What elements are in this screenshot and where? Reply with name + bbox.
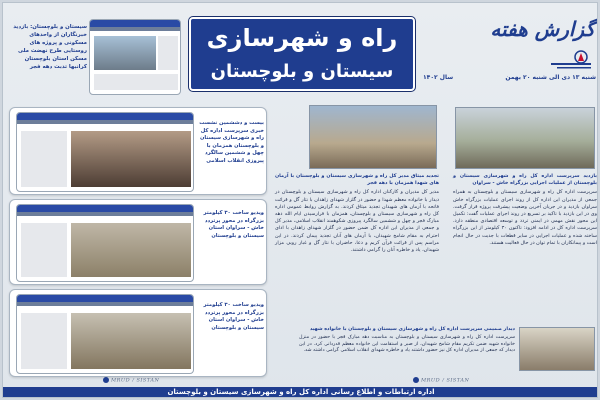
- video-caption-2: ویدیو ساخت ۳۰ کیلومتر بزرگراه در محور پرتردد خاش - سراوان استان سیستان و بلوچستان: [203, 210, 264, 239]
- video-thumbnail-2[interactable]: [16, 204, 194, 282]
- right-article-photo: [455, 107, 595, 169]
- video-caption-1: بیست و دششمین نشست خبری سرپرست اداره کل راه و شهرسازی سیستان و بلوچستان همزمان با چهل و ششمین سالگرد پیروزی انقلاب اسلامی: [199, 120, 264, 164]
- bottom-article-photo: [519, 327, 595, 371]
- bottom-article: [299, 327, 515, 373]
- mrud-tag-left: MRUD / SISTAN: [103, 377, 159, 384]
- iran-emblem-icon: [543, 49, 593, 71]
- video-panel-2[interactable]: [9, 199, 267, 285]
- middle-article-headline: تجدید میثاق مدیر کل راه و شهرسازی سیستان و بلوچستان با آرمان های شهدا همزمان با دهه فجر: [275, 173, 439, 187]
- video-thumbnail-1[interactable]: [16, 112, 194, 192]
- date-line: شنبه ۱۳ دی الی شنبه ۲۰ بهمن: [505, 74, 596, 81]
- middle-article-photo: [309, 105, 437, 169]
- right-article-body: سرپرست اداره کل راه و شهرسازی سیستان و بلوچستان به همراه جمعی از مدیران این اداره کل از روند اجرای عملیات بزرگراه خاش سراوان بازدید و در جریان آخرین وضعیت پیشرفت پروژه قرار گرفت. وی در این بازدید با تاکید بر تسریع در روند اجرای عملیات گفت: تکمیل این محور نقش مهمی در ایمنی تردد و توسعه اقتصادی منطقه دارد. سرپرست اداره کل در ادامه افزود: تاکنون ۳۰ کیلومتر از این بزرگراه ساخته شده و عملیات اجرایی در سایر قطعات با جدیت در حال انجام است و پیمانکاران با تمام توان در حال فعالیت هستند.: [453, 189, 597, 246]
- bottom-article-headline: دیدار صمیمی سرپرست اداره کل راه و شهرسازی سیستان و بلوچستان با خانواده شهید: [309, 327, 515, 332]
- issue-label: سال ۱۴۰۲: [423, 74, 454, 81]
- video-thumbnail-3[interactable]: [16, 294, 194, 374]
- newsletter-page: [2, 2, 598, 398]
- header-title-box: [189, 17, 415, 91]
- left-top-caption: سیستان و بلوچستان: بازدید خبرنگاران از واحدهای مسکونی و پروژه های روستایی طرح نهضت ملی مسکن استان بلوچستان کرانبها تدبت دهه فجر: [13, 24, 87, 70]
- middle-article-body: مدیر کل مدیران و کارکنان اداره کل راه و شهرسازی سیستان و بلوچستان در دیدار با خانواده معظم شهدا و حضور در گلزار شهدای زاهدان با نثار گل و قرائت فاتحه با آرمان های شهیدان تجدید میثاق کردند. به گزارش روابط عمومی اداره کل راه و شهرسازی سیستان و بلوچستان، همزمان با فرارسیدن ایام الله دهه مبارک فجر و چهل و ششمین سالگرد پیروزی شکوهمند انقلاب اسلامی، مدیر کل و جمعی از مدیران این اداره کل ضمن حضور در گلزار شهدای زاهدان با ادای احترام به مقام شامخ شهیدان، با آرمان های آنان تجدید پیمان کردند. در این مراسم پس از قرائت قرآن کریم و دعا، حاضران با نثار گل و غبار روبی مزار شهیدان، یاد و خاطره آنان را گرامی داشتند.: [275, 189, 439, 254]
- middle-article: [275, 173, 439, 329]
- video-panel-1[interactable]: [9, 107, 267, 195]
- right-article-headline: بازدید سرپرست اداره کل راه و شهرسازی سیستان و بلوچستان از عملیات اجرایی بزرگراه خاش - سراوان: [453, 173, 597, 187]
- footer-text: اداره ارتباطات و اطلاع رسانی اداره کل راه و شهرسازی سیستان و بلوچستان: [167, 388, 435, 396]
- report-title: گزارش هفته: [490, 17, 595, 41]
- video-panel-3[interactable]: [9, 289, 267, 377]
- header-title-line2: سیستان و بلوچستان: [210, 61, 394, 82]
- header-title-line1: راه و شهرسازی: [206, 24, 398, 52]
- left-top-thumbnail[interactable]: [89, 19, 181, 95]
- bottom-article-body: سرپرست اداره کل راه و شهرسازی سیستان و بلوچستان به مناسبت دهه مبارک فجر با حضور در منزل خانواده شهید ضمن تکریم مقام شامخ شهیدان، از صبر و استقامت این خانواده معظم قدردانی کرد. در این دیدار که جمعی از مدیران اداره کل نیز حضور داشتند یاد و خاطره شهدای انقلاب اسلامی گرامی داشته شد.: [299, 334, 515, 354]
- video-caption-3: ویدیو ساخت ۳۰ کیلومتر بزرگراه در محور پرتردد خاش - سراوان استان سیستان و بلوچستان: [203, 302, 264, 331]
- mrud-logo-icon: [103, 377, 109, 383]
- mrud-logo-icon: [413, 377, 419, 383]
- right-article: [453, 173, 597, 323]
- footer-bar: [3, 387, 598, 398]
- mrud-tag-right: MRUD / SISTAN: [413, 377, 469, 384]
